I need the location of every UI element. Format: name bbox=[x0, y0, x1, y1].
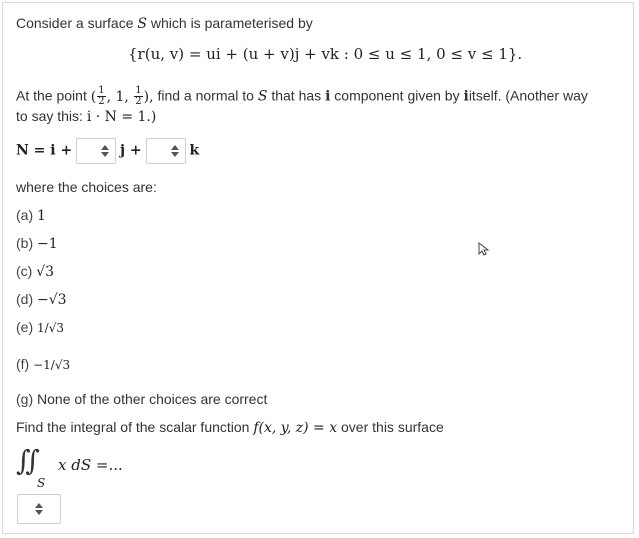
dot-product-equation: i · N = 1.) bbox=[86, 109, 157, 125]
intro-line bbox=[16, 14, 313, 33]
integral-intro-line bbox=[16, 418, 444, 437]
choice-c: (c) √3 bbox=[16, 263, 55, 280]
surface-symbol: S bbox=[137, 16, 147, 32]
normal-vector-line bbox=[16, 138, 199, 168]
point-coordinates: ( $\frac{1}{2}$ , 1, $\frac{1}{2}$ ), bbox=[90, 85, 154, 107]
j-component-select[interactable] bbox=[76, 138, 116, 164]
integral-intro: Find the integral of the scalar function bbox=[16, 419, 250, 435]
point-text: find a normal to bbox=[157, 87, 254, 104]
integral-answer-select[interactable] bbox=[17, 494, 61, 524]
point-tail2: component given by bbox=[334, 87, 460, 104]
k-component-select[interactable] bbox=[146, 138, 186, 164]
say-this-text: to say this: bbox=[16, 108, 83, 124]
say-this-line bbox=[16, 107, 156, 126]
intro-end-text: which is parameterised by bbox=[150, 15, 313, 31]
parameterisation: {r(u, v) = ui + (u + v)j + vk : 0 ≤ u ≤ 1, 0 ≤ v ≤ 1}. bbox=[128, 45, 523, 63]
point-tail: that has bbox=[271, 87, 322, 104]
updown-arrows-icon bbox=[101, 144, 109, 158]
normal-lhs: N = i + bbox=[16, 142, 73, 159]
choice-a: (a) 1 bbox=[16, 207, 46, 224]
point-prefix: At the point bbox=[16, 87, 87, 104]
integral-subscript: S bbox=[37, 476, 46, 490]
j-label: j + bbox=[119, 142, 142, 159]
intro-text: Consider a surface bbox=[16, 15, 134, 31]
choice-e: (e) 1/√3 bbox=[16, 319, 64, 335]
i-symbol-2: i bbox=[463, 88, 469, 105]
scalar-function: f(x, y, z) = x bbox=[253, 420, 338, 436]
choice-b: (b) −1 bbox=[16, 235, 58, 252]
updown-arrows-icon bbox=[35, 502, 43, 516]
integral-expression: x dS =... bbox=[58, 456, 123, 474]
choice-g: (g) None of the other choices are correct bbox=[16, 391, 268, 407]
question-panel bbox=[2, 2, 634, 534]
choice-f: (f) −1/√3 bbox=[16, 356, 71, 372]
point-tail3: itself. (Another way bbox=[468, 87, 588, 104]
double-integral-symbol: ∬ bbox=[16, 444, 40, 477]
surface-symbol-2: S bbox=[257, 88, 268, 105]
i-symbol: i bbox=[325, 88, 331, 105]
mouse-cursor-icon bbox=[478, 242, 490, 256]
choices-intro: where the choices are: bbox=[16, 179, 157, 195]
point-line bbox=[16, 86, 588, 107]
updown-arrows-icon bbox=[171, 144, 179, 158]
integral-tail: over this surface bbox=[341, 419, 444, 435]
k-label: k bbox=[189, 142, 200, 159]
choice-d: (d) −√3 bbox=[16, 291, 67, 308]
